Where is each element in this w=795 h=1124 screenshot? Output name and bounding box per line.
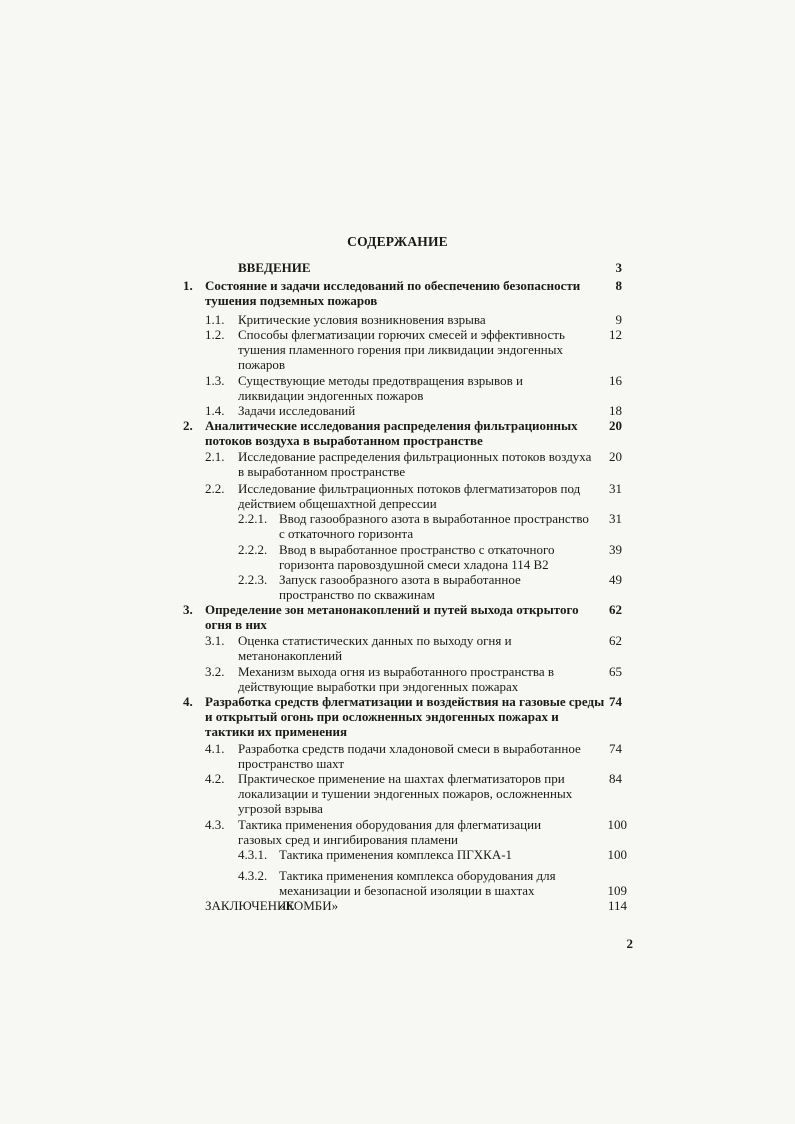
toc-entry-text: Исследование фильтрационных потоков флегматизаторов под действием общешахтной депрессии xyxy=(238,481,581,511)
toc-entry-page: 31 xyxy=(609,481,622,496)
toc-entry-number: 1.1. xyxy=(205,312,225,327)
toc-entry-text: ВВЕДЕНИЕ xyxy=(238,260,311,275)
toc-entry-page: 31 xyxy=(609,511,622,526)
toc-entry-page: 109 xyxy=(607,883,627,898)
toc-entry-number: 4.1. xyxy=(205,741,225,756)
page-title: СОДЕРЖАНИЕ xyxy=(347,234,448,249)
toc-entry-text: Тактика применения комплекса ПГХКА-1 xyxy=(279,847,513,862)
toc-entry-number: 1.4. xyxy=(205,403,225,418)
toc-entry-text: Критические условия возникновения взрыва xyxy=(238,312,486,327)
toc-entry-number: 3.2. xyxy=(205,664,225,679)
toc-entry-page: 100 xyxy=(607,847,627,862)
toc-entry-text: Задачи исследований xyxy=(238,403,356,418)
toc-entry-number: 2.1. xyxy=(205,449,225,464)
toc-entry-text: Состояние и задачи исследований по обеспечению безопасности тушения подземных пожаров xyxy=(205,278,581,308)
toc-entry-page: 9 xyxy=(615,312,622,327)
toc-entry-page: 62 xyxy=(609,602,622,617)
toc-entry-page: 49 xyxy=(609,572,622,587)
toc-entry-number: 2. xyxy=(183,418,193,433)
toc-entry-page: 100 xyxy=(607,817,627,832)
toc-entry-number: 1. xyxy=(183,278,193,293)
toc-entry-text: Запуск газообразного азота в выработанное пространство по скважинам xyxy=(279,572,521,602)
toc-entry-number: 3. xyxy=(183,602,193,617)
toc-entry-number: 4. xyxy=(183,694,193,709)
toc-entry-text: Разработка средств флегматизации и воздействия на газовые среды и открытый огонь при осложненных эндогенных пожарах и тактики их применения xyxy=(205,694,605,739)
toc-entry-page: 39 xyxy=(609,542,622,557)
toc-entry-page: 18 xyxy=(609,403,622,418)
toc-entry-number: 2.2. xyxy=(205,481,225,496)
toc-entry-text: Исследование распределения фильтрационных потоков воздуха в выработанном пространстве xyxy=(238,449,592,479)
toc-entry-number: 2.2.3. xyxy=(238,572,268,587)
toc-entry-number: 1.3. xyxy=(205,373,225,388)
toc-entry-text: Практическое применение на шахтах флегматизаторов при локализации и тушении эндогенных пожаров, осложненных угрозой взрыва xyxy=(238,771,573,816)
toc-entry-text: ЗАКЛЮЧЕНИЕ xyxy=(205,898,295,913)
toc-entry-text: Механизм выхода огня из выработанного пространства в действующие выработки при эндогенных пожарах xyxy=(238,664,554,694)
toc-entry-page: 12 xyxy=(609,327,622,342)
toc-entry-page: 74 xyxy=(609,694,622,709)
toc-entry-number: 4.2. xyxy=(205,771,225,786)
toc-entry-number: 3.1. xyxy=(205,633,225,648)
toc-entry-number: 4.3. xyxy=(205,817,225,832)
toc-entry-number: 4.3.2. xyxy=(238,868,268,883)
toc-entry-page: 20 xyxy=(609,418,622,433)
toc-entry-number: 1.2. xyxy=(205,327,225,342)
toc-entry-page: 20 xyxy=(609,449,622,464)
toc-entry-page: 8 xyxy=(615,278,622,293)
toc-entry-text: Определение зон метанонакоплений и путей выхода открытого огня в них xyxy=(205,602,579,632)
toc-entry-page: 62 xyxy=(609,633,622,648)
toc-entry-text: Тактика применения комплекса оборудования для механизации и безопасной изоляции в шахтах «КОМБИ» xyxy=(279,868,556,913)
page-number: 2 xyxy=(626,936,633,951)
toc-entry-page: 3 xyxy=(615,260,622,275)
toc-entry-text: Ввод газообразного азота в выработанное пространство с откаточного горизонта xyxy=(279,511,589,541)
toc-entry-page: 74 xyxy=(609,741,622,756)
toc-entry-page: 16 xyxy=(609,373,622,388)
toc-entry-text: Разработка средств подачи хладоновой смеси в выработанное пространство шахт xyxy=(238,741,581,771)
toc-entry-text: Оценка статистических данных по выходу огня и метанонакоплений xyxy=(238,633,512,663)
toc-entry-text: Существующие методы предотвращения взрывов и ликвидации эндогенных пожаров xyxy=(238,373,523,403)
toc-entry-number: 2.2.1. xyxy=(238,511,268,526)
toc-entry-page: 65 xyxy=(609,664,622,679)
toc-entry-page: 114 xyxy=(607,898,627,913)
toc-entry-text: Ввод в выработанное пространство с откаточного горизонта паровоздушной смеси хладона 114 В2 xyxy=(279,542,555,572)
toc-entry-number: 4.3.1. xyxy=(238,847,268,862)
toc-entry-number: 2.2.2. xyxy=(238,542,268,557)
toc-entry-text: Способы флегматизации горючих смесей и эффективность тушения пламенного горения при ликвидации эндогенных пожаров xyxy=(238,327,565,372)
toc-entry-text: Аналитические исследования распределения фильтрационных потоков воздуха в выработанном пространстве xyxy=(205,418,578,448)
toc-entry-page: 84 xyxy=(609,771,622,786)
toc-entry-text: Тактика применения оборудования для флегматизации газовых сред и ингибирования пламени xyxy=(238,817,542,847)
